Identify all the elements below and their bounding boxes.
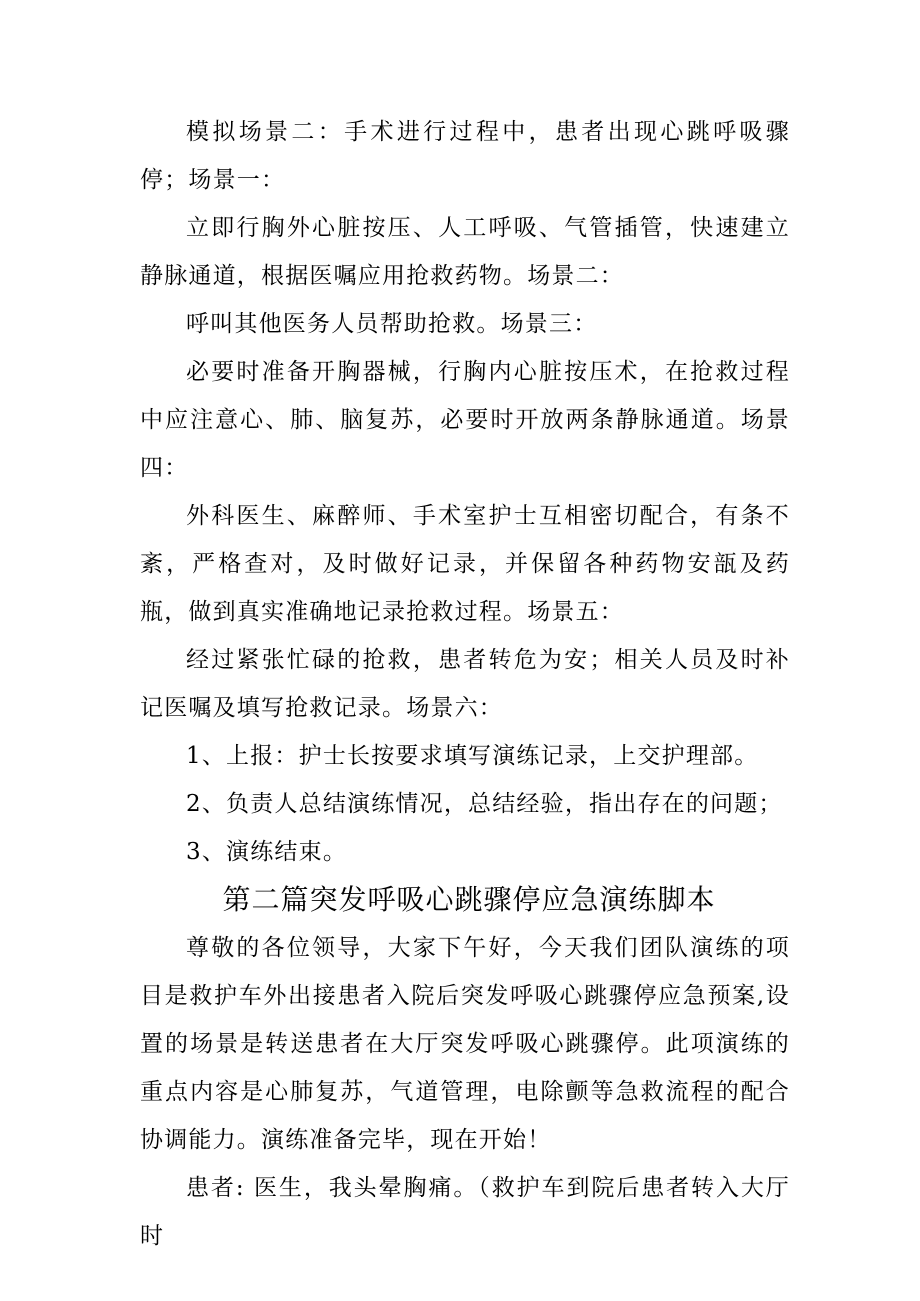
paragraph-scene-two: 呼叫其他医务人员帮助抢救。场景三： bbox=[186, 311, 598, 337]
list-item-summary: 2、负责人总结演练情况，总结经验，指出存在的问题； bbox=[186, 791, 783, 817]
list-item-end: 3、演练结束。 bbox=[186, 839, 348, 865]
paragraph-scenario-two-intro: 模拟场景二：手术进行过程中，患者出现心跳呼吸骤停；场景一： bbox=[140, 119, 790, 193]
list-item-report: 1、上报：护士长按要求填写演练记录，上交护理部。 bbox=[186, 743, 759, 769]
paragraph-patient-dialogue: 患者: 医生，我头晕胸痛。（救护车到院后患者转入大厅时 bbox=[140, 1175, 790, 1249]
paragraph-scene-three: 必要时准备开胸器械，行胸内心脏按压术，在抢救过程中应注意心、肺、脑复苏，必要时开放两条静脉通道。场景四： bbox=[140, 359, 790, 481]
paragraph-scene-one: 立即行胸外心脏按压、人工呼吸、气管插管，快速建立静脉通道，根据医嘱应用抢救药物。场景二： bbox=[140, 215, 790, 289]
paragraph-opening-speech: 尊敬的各位领导，大家下午好，今天我们团队演练的项目是救护车外出接患者入院后突发呼吸心跳骤停应急预案,设置的场景是转送患者在大厅突发呼吸心跳骤停。此项演练的重点内容是心肺复苏，气道管理，电除颤等急救流程的配合协调能力。演练准备完毕，现在开始！ bbox=[140, 935, 790, 1153]
section-title: 第二篇突发呼吸心跳骤停应急演练脚本 bbox=[222, 883, 716, 916]
paragraph-scene-four: 外科医生、麻醉师、手术室护士互相密切配合，有条不紊，严格查对，及时做好记录，并保留各种药物安瓿及药瓶，做到真实准确地记录抢救过程。场景五： bbox=[140, 503, 790, 625]
paragraph-scene-five: 经过紧张忙碌的抢救，患者转危为安；相关人员及时补记医嘱及填写抢救记录。场景六： bbox=[140, 647, 790, 721]
document-page bbox=[140, 108, 790, 1260]
